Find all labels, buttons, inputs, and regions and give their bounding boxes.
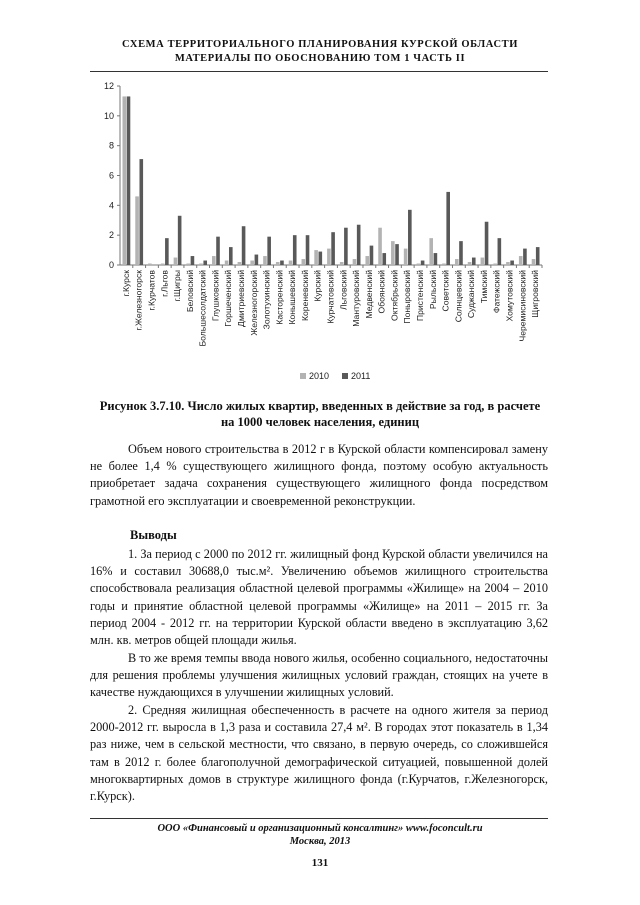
bar-2010-13 <box>276 262 280 265</box>
bar-2010-20 <box>365 256 369 265</box>
category-label: Глушковский <box>210 270 221 322</box>
category-label: Горшеченский <box>223 270 234 327</box>
category-label: Суджанский <box>466 270 477 319</box>
category-label: г.Железногорск <box>133 270 144 331</box>
bar-2011-15 <box>306 235 310 265</box>
bar-2011-26 <box>446 192 450 265</box>
bar-2011-24 <box>421 261 425 265</box>
category-label: г.Курчатов <box>146 270 157 311</box>
bar-2010-9 <box>225 261 229 265</box>
bar-2010-32 <box>519 256 523 265</box>
bar-2011-9 <box>229 247 233 265</box>
bar-2010-14 <box>289 261 293 265</box>
category-label: Медвенский <box>363 270 374 319</box>
bar-2011-13 <box>280 261 284 265</box>
bar-2010-16 <box>314 250 318 265</box>
header-subtitle: МАТЕРИАЛЫ ПО ОБОСНОВАНИЮ ТОМ 1 ЧАСТЬ II <box>174 53 466 64</box>
caption-line-1: Рисунок 3.7.10. Число жилых квартир, введенных в действие за год, в расчете <box>99 399 541 413</box>
category-label: Курчатовский <box>325 270 336 324</box>
y-tick-label: 12 <box>103 81 114 91</box>
category-label: Льговский <box>338 270 349 310</box>
bar-2011-16 <box>319 252 323 265</box>
paragraph-conclusion-1-note: В то же время темпы ввода нового жилья, особенно социального, недостаточны для решения проблемы улучшения жилищных условий граждан, стоящих на учете в качестве нуждающихся в улучшении жилищных условий. <box>90 651 548 700</box>
category-label: г.Щигры <box>172 270 183 302</box>
bar-2010-23 <box>404 249 408 265</box>
bar-2011-27 <box>459 241 463 265</box>
y-tick-label: 6 <box>108 170 114 181</box>
section-heading-conclusions: Выводы <box>130 528 177 542</box>
page-number: 131 <box>311 857 329 869</box>
category-label: Конышевский <box>287 270 298 325</box>
bar-2011-33 <box>536 247 540 265</box>
bar-2010-18 <box>340 262 344 265</box>
bar-2010-30 <box>493 264 497 265</box>
footer-company: ООО «Финансовый и организационный консалтинг» www.foconcult.ru <box>157 823 483 834</box>
paragraph-conclusion-1: 1. За период с 2000 по 2012 гг. жилищный фонд Курской области увеличился на 16% и составил 30688,0 тыс.м². Увеличению объемов жилищного строительства способствовала реализация областной целевой программы «Жилище» на 2004 – 2010 годы и принятие областной целевой программы «Жилище» на 2011 – 2015 гг. За период 2004 - 2012 гг. на территории Курской области введено в эксплуатацию 3,62 млн. кв. метров общей площади жилья. <box>90 547 548 648</box>
legend-swatch-2010 <box>300 373 306 379</box>
category-label: Кореневский <box>299 270 310 321</box>
figure-caption <box>90 398 550 430</box>
bar-2010-26 <box>442 264 446 265</box>
category-label: г.Курск <box>120 270 131 297</box>
bar-2010-22 <box>391 241 395 265</box>
bar-2011-8 <box>216 237 220 265</box>
bar-2011-23 <box>408 210 412 265</box>
category-label: Пристенский <box>415 270 426 322</box>
page-header <box>0 38 640 66</box>
category-label: Большесолдатский <box>197 270 208 347</box>
bar-2010-10 <box>238 262 242 265</box>
category-label: Железногорский <box>248 270 259 336</box>
bar-2011-21 <box>382 253 386 265</box>
bar-2011-19 <box>357 225 361 265</box>
bar-2011-31 <box>510 261 514 265</box>
bar-2011-4 <box>165 238 169 265</box>
category-label: Октябрьский <box>389 270 400 321</box>
category-label: Мантуровский <box>351 270 362 327</box>
category-label: Советский <box>440 270 451 312</box>
y-tick-label: 4 <box>108 200 114 211</box>
bar-2011-22 <box>395 244 399 265</box>
category-label: Хомутовский <box>504 270 515 322</box>
bar-2010-1 <box>122 96 126 265</box>
legend-label-2011: 2011 <box>351 371 371 381</box>
bar-2011-6 <box>191 256 195 265</box>
bar-2011-20 <box>370 246 374 265</box>
bar-2010-4 <box>161 264 165 265</box>
bar-2011-30 <box>498 238 502 265</box>
category-label: Обоянский <box>376 270 387 314</box>
bar-2010-3 <box>148 264 152 265</box>
category-label: Щигровский <box>530 270 541 318</box>
bar-2011-5 <box>178 216 182 265</box>
category-label: Дмитриевский <box>235 270 246 327</box>
bar-2010-8 <box>212 256 216 265</box>
bar-2011-32 <box>523 249 527 265</box>
bar-2010-27 <box>455 259 459 265</box>
y-tick-label: 2 <box>108 230 114 241</box>
page-footer <box>0 822 640 848</box>
bar-2011-28 <box>472 258 476 265</box>
y-tick-label: 10 <box>103 110 114 121</box>
bar-2011-14 <box>293 235 297 265</box>
category-label: Солнцевский <box>453 270 464 323</box>
y-tick-label: 0 <box>108 260 114 270</box>
bar-2010-2 <box>135 196 139 265</box>
category-label: Тимский <box>478 270 489 304</box>
category-label: Поныровский <box>402 270 413 324</box>
bar-2010-33 <box>532 259 536 265</box>
bar-2010-15 <box>302 259 306 265</box>
footer-location: Москва, 2013 <box>289 836 351 847</box>
y-tick-label: 8 <box>108 140 114 151</box>
bar-2010-5 <box>174 258 178 265</box>
bar-2011-2 <box>139 159 143 265</box>
bar-2010-29 <box>481 258 485 265</box>
category-label: г.Льгов <box>159 270 170 297</box>
bar-2010-24 <box>417 264 421 265</box>
bar-2010-21 <box>378 228 382 265</box>
bar-2010-17 <box>327 249 331 265</box>
bar-2010-7 <box>199 264 203 265</box>
bar-2011-18 <box>344 228 348 265</box>
header-title: СХЕМА ТЕРРИТОРИАЛЬНОГО ПЛАНИРОВАНИЯ КУРСКОЙ ОБЛАСТИ <box>121 39 519 50</box>
bar-2010-25 <box>429 238 433 265</box>
category-label: Черемисиновский <box>517 270 528 342</box>
category-label: Рыльский <box>427 270 438 310</box>
paragraph-intro: Объем нового строительства в 2012 г в Курской области компенсировал замену не более 1,4 % существующего жилищного фонда, поэтому особую актуальность приобретает задача сохранения существующего жилищного фонда посредством грамотной его эксплуатации и своевременной реконструкции. <box>90 442 548 508</box>
footer-divider <box>90 818 548 819</box>
category-label: Фатежский <box>491 270 502 314</box>
header-divider <box>90 71 548 72</box>
legend-label-2010: 2010 <box>309 371 330 381</box>
bar-2010-31 <box>506 262 510 265</box>
caption-line-2: на 1000 человек населения, единиц <box>220 415 420 429</box>
paragraph-conclusion-2: 2. Средняя жилищная обеспеченность в расчете на одного жителя за период 2000-2012 гг. выросла в 1,3 раза и составила 27,4 м². В городах этот показатель в 1,34 раз ниже, чем в сельской местности, что связано, в первую очередь, со сложившейся там в 2012 г. более благополучной демографической ситуацией, повышенной долей многоквартирных домов в структуре жилищного фонда (г.Курчатов, г.Железногорск, г.Курск). <box>90 703 548 804</box>
bar-2010-6 <box>186 264 190 265</box>
bar-2011-1 <box>127 96 131 265</box>
bar-2010-11 <box>250 261 254 265</box>
bar-2010-28 <box>468 262 472 265</box>
bar-2011-7 <box>203 261 207 265</box>
bar-2011-17 <box>331 232 335 265</box>
category-label: Курский <box>312 270 323 302</box>
category-label: Касторенский <box>274 270 285 325</box>
category-label: Беловский <box>184 270 195 313</box>
bar-2010-19 <box>353 259 357 265</box>
category-label: Золотухинский <box>261 270 272 330</box>
housing-bar-chart <box>90 76 550 386</box>
bar-2011-12 <box>267 237 271 265</box>
bar-2011-11 <box>255 255 259 265</box>
bar-2011-25 <box>434 253 438 265</box>
bar-2011-29 <box>485 222 489 265</box>
bar-2010-12 <box>263 256 267 265</box>
legend-swatch-2011 <box>342 373 348 379</box>
bar-2011-10 <box>242 226 246 265</box>
